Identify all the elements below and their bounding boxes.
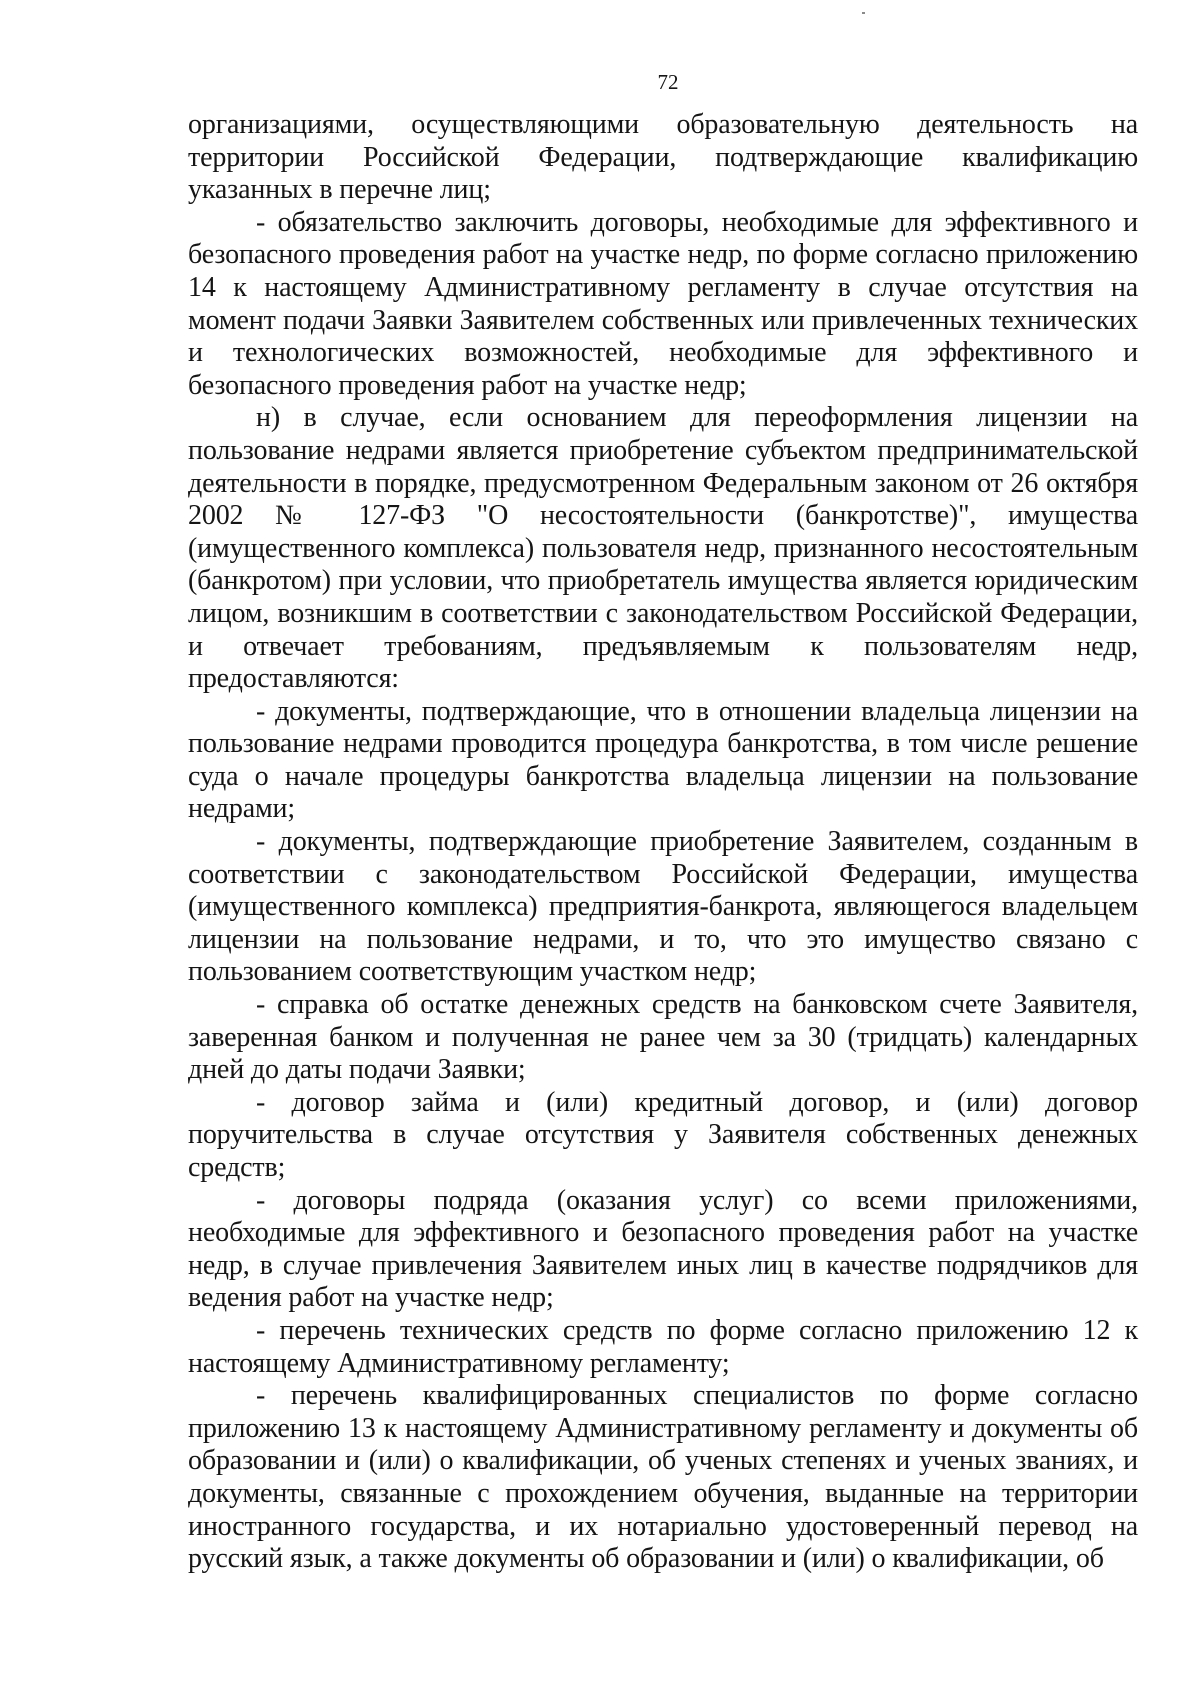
paragraph: н) в случае, если основанием для переоформления лицензии на пользование недрами является приобретение субъектом предпринимательской деятельности в порядке, предусмотренном Федеральным законом от 26 октября 2002 № 127-ФЗ "О несостоятельности (банкротстве)", имущества (имущественного комплекса) пользователя недр, признанного несостоятельным (банкротом) при условии, что приобретатель имущества является юридическим лицом, возникшим в соответствии с законодательством Российской Федерации, и отвечает требованиям, предъявляемым к пользователям недр, предоставляются: xyxy=(188,402,1138,695)
paragraph: - документы, подтверждающие приобретение Заявителем, созданным в соответствии с законодательством Российской Федерации, имущества (имущественного комплекса) предприятия-банкрота, являющегося владельцем лицензии на пользование недрами, и то, что это имущество связано с пользованием соответствующим участком недр; xyxy=(188,826,1138,988)
scan-mark xyxy=(862,12,865,14)
paragraph: - перечень технических средств по форме согласно приложению 12 к настоящему Административному регламенту; xyxy=(188,1314,1138,1379)
document-page xyxy=(188,70,1138,1576)
paragraph: - договор займа и (или) кредитный договор, и (или) договор поручительства в случае отсутствия у Заявителя собственных денежных средств; xyxy=(188,1086,1138,1183)
paragraph: - обязательство заключить договоры, необходимые для эффективного и безопасного проведения работ на участке недр, по форме согласно приложению 14 к настоящему Административному регламенту в случае отсутствия на момент подачи Заявки Заявителем собственных или привлеченных технических и технологических возможностей, необходимые для эффективного и безопасного проведения работ на участке недр; xyxy=(188,206,1138,401)
paragraph: - документы, подтверждающие, что в отношении владельца лицензии на пользование недрами проводится процедура банкротства, в том числе решение суда о начале процедуры банкротства владельца лицензии на пользование недрами; xyxy=(188,695,1138,825)
paragraph: - перечень квалифицированных специалистов по форме согласно приложению 13 к настоящему Административному регламенту и документы об образовании и (или) о квалификации, об ученых степенях и ученых званиях, и документы, связанные с прохождением обучения, выданные на территории иностранного государства, и их нотариально удостоверенный перевод на русский язык, а также документы об образовании и (или) о квалификации, об xyxy=(188,1380,1138,1575)
document-body xyxy=(188,109,1138,1576)
paragraph: - договоры подряда (оказания услуг) со всеми приложениями, необходимые для эффективного и безопасного проведения работ на участке недр, в случае привлечения Заявителем иных лиц в качестве подрядчиков для ведения работ на участке недр; xyxy=(188,1184,1138,1314)
page-number: 72 xyxy=(657,70,679,94)
paragraph: организациями, осуществляющими образовательную деятельность на территории Российской Федерации, подтверждающие квалификацию указанных в перечне лиц; xyxy=(188,109,1138,206)
paragraph: - справка об остатке денежных средств на банковском счете Заявителя, заверенная банком и полученная не ранее чем за 30 (тридцать) календарных дней до даты подачи Заявки; xyxy=(188,989,1138,1086)
